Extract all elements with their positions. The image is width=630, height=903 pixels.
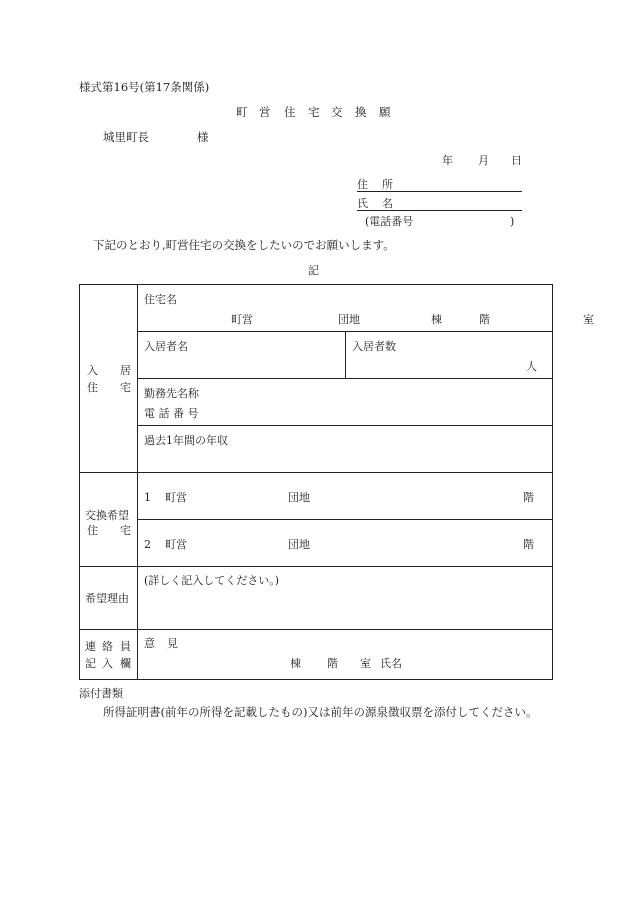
floor-label: 階 [479,313,490,326]
resident-count-cell[interactable] [346,332,553,379]
name-field[interactable] [357,210,522,211]
option-number: 1 [144,491,151,504]
option-number: 2 [144,538,151,551]
title-char: 宅 [308,105,320,119]
reason-label: 希望理由 [85,592,129,605]
date-year[interactable]: 年 [442,154,453,167]
group-char: 居 [120,364,131,377]
reason-placeholder: (詳しく記入してください。) [144,574,280,587]
resident-count-label: 入居者数 [352,340,396,353]
person-unit: 人 [526,360,537,373]
phone-close-paren: ) [510,215,515,228]
option-town: 町営 [165,491,187,504]
housing-name-label: 住宅名 [144,293,177,306]
liaison-cell[interactable] [138,630,553,680]
intro-text: 下記のとおり,町営住宅の交換をしたいのでお願いします。 [93,238,395,252]
building-label: 棟 [431,313,442,326]
form-number: 様式第16号(第17条関係) [79,80,210,94]
current-housing-label [80,285,138,473]
attachments-heading: 添付書類 [79,687,123,700]
exchange-form-table [79,284,594,680]
liaison-char: 絡 [102,640,113,653]
opinion-char: 見 [167,637,178,650]
group-char: 住 [87,381,98,394]
date-day[interactable]: 日 [511,154,522,167]
phone-label: (電話番号 [365,215,414,228]
address-field[interactable] [357,191,522,192]
danchi-label: 団地 [338,313,360,326]
exchange-option-1[interactable] [138,473,553,520]
exchange-option-2[interactable] [138,520,553,567]
liaison-char: 連 [85,640,96,653]
reason-cell[interactable] [138,567,553,630]
name-label-2: 名 [382,197,393,210]
title-char: 住 [284,105,296,119]
option-floor: 階 [523,538,534,551]
option-danchi: 団地 [288,538,310,551]
option-floor: 階 [523,491,534,504]
group-char: 入 [87,364,98,377]
group-char: 住 [87,524,98,537]
addressee-suffix: 様 [197,130,209,144]
income-label: 過去1年間の年収 [144,434,228,447]
liaison-label-cell [80,630,138,680]
town-managed-label: 町営 [231,313,253,326]
title-char: 交 [331,105,343,119]
reason-label-cell [80,567,138,630]
liaison-floor: 階 [327,657,338,670]
group-char: 交換希望 [85,509,129,522]
liaison-char: 記 [85,657,96,670]
address-label-1: 住 [357,178,368,191]
attachments-text: 所得証明書(前年の所得を記載したもの)又は前年の源泉徴収票を添付してください。 [103,705,538,719]
phone-number-label: 電 話 番 号 [144,407,199,420]
ki-heading: 記 [308,264,319,277]
income-cell[interactable] [138,426,553,473]
group-char: 宅 [120,524,131,537]
liaison-name: 氏名 [380,657,402,670]
opinion-char: 意 [144,637,155,650]
addressee: 城里町長 [103,130,149,144]
resident-name-label: 入居者名 [144,340,188,353]
title-char: 換 [355,105,367,119]
option-town: 町営 [165,538,187,551]
address-label-2: 所 [382,178,393,191]
title-char: 営 [259,105,271,119]
exchange-wish-label [80,473,138,567]
resident-name-cell[interactable] [138,332,346,379]
liaison-char: 入 [102,657,113,670]
room-label: 室 [583,313,594,326]
group-char: 宅 [120,381,131,394]
workplace-label: 勤務先名称 [144,387,199,400]
title-char: 町 [236,105,248,119]
liaison-char: 欄 [120,657,131,670]
liaison-char: 員 [120,640,131,653]
liaison-building: 棟 [290,657,301,670]
option-danchi: 団地 [288,491,310,504]
liaison-room: 室 [360,657,371,670]
housing-name-cell[interactable] [138,285,594,332]
date-month[interactable]: 月 [478,154,489,167]
title-char: 願 [379,105,391,119]
name-label-1: 氏 [357,197,368,210]
workplace-cell[interactable] [138,379,553,426]
